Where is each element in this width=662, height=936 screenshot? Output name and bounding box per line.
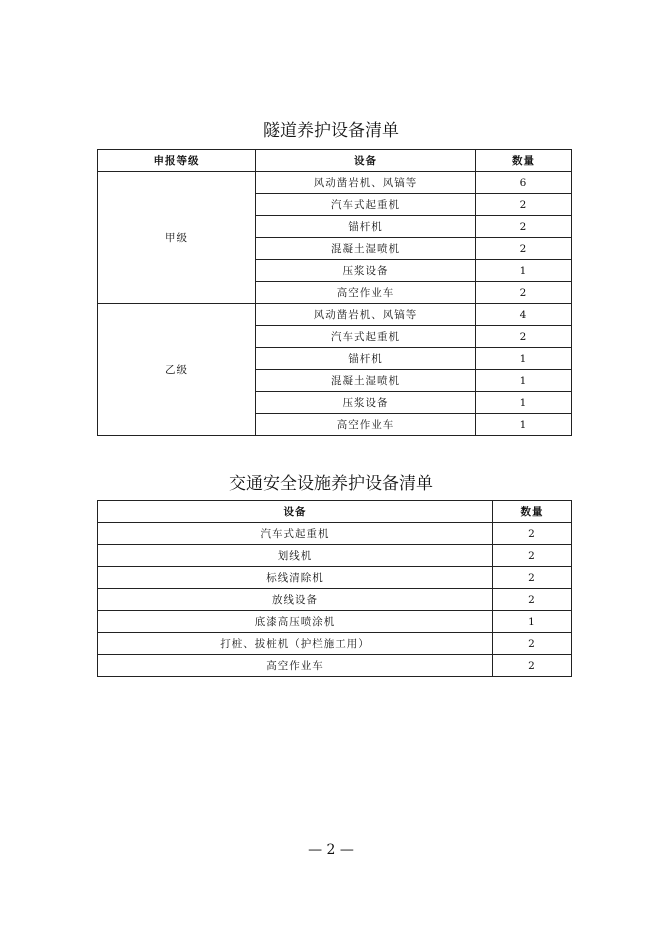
equipment-cell: 风动凿岩机、风镐等 bbox=[256, 172, 476, 194]
quantity-cell: 2 bbox=[476, 326, 572, 348]
quantity-cell: 1 bbox=[476, 260, 572, 282]
equipment-cell: 锚杆机 bbox=[256, 216, 476, 238]
equipment-cell: 放线设备 bbox=[98, 589, 493, 611]
table-row bbox=[98, 545, 572, 567]
tunnel-equipment-title: 隧道养护设备清单 bbox=[263, 121, 399, 141]
quantity-cell: 1 bbox=[476, 370, 572, 392]
quantity-cell: 1 bbox=[493, 611, 572, 633]
quantity-header: 数量 bbox=[493, 501, 572, 523]
equipment-cell: 汽车式起重机 bbox=[256, 326, 476, 348]
equipment-header: 设备 bbox=[98, 501, 493, 523]
quantity-cell: 4 bbox=[476, 304, 572, 326]
equipment-cell: 混凝土湿喷机 bbox=[256, 370, 476, 392]
quantity-cell: 2 bbox=[493, 589, 572, 611]
quantity-cell: 1 bbox=[476, 414, 572, 436]
table-header-row bbox=[98, 150, 572, 172]
equipment-cell: 底漆高压喷涂机 bbox=[98, 611, 493, 633]
equipment-cell: 高空作业车 bbox=[256, 414, 476, 436]
tunnel-equipment-table bbox=[97, 149, 572, 436]
table-row bbox=[98, 172, 572, 194]
equipment-cell: 汽车式起重机 bbox=[256, 194, 476, 216]
traffic-safety-equipment-title: 交通安全设施养护设备清单 bbox=[229, 474, 433, 494]
table-header-row bbox=[98, 501, 572, 523]
grade-header: 申报等级 bbox=[98, 150, 256, 172]
quantity-cell: 2 bbox=[493, 655, 572, 677]
quantity-cell: 1 bbox=[476, 392, 572, 414]
quantity-cell: 2 bbox=[476, 216, 572, 238]
table-row bbox=[98, 567, 572, 589]
equipment-cell: 划线机 bbox=[98, 545, 493, 567]
equipment-cell: 压浆设备 bbox=[256, 260, 476, 282]
quantity-cell: 2 bbox=[493, 523, 572, 545]
quantity-cell: 2 bbox=[476, 194, 572, 216]
table-row bbox=[98, 523, 572, 545]
equipment-header: 设备 bbox=[256, 150, 476, 172]
quantity-cell: 2 bbox=[476, 282, 572, 304]
quantity-cell: 2 bbox=[493, 567, 572, 589]
grade-cell-yi: 乙级 bbox=[98, 304, 256, 436]
quantity-cell: 2 bbox=[493, 545, 572, 567]
equipment-cell: 锚杆机 bbox=[256, 348, 476, 370]
equipment-cell: 混凝土湿喷机 bbox=[256, 238, 476, 260]
equipment-cell: 压浆设备 bbox=[256, 392, 476, 414]
table-row bbox=[98, 589, 572, 611]
traffic-safety-equipment-table bbox=[97, 500, 572, 677]
table-row bbox=[98, 304, 572, 326]
equipment-cell: 高空作业车 bbox=[256, 282, 476, 304]
table-row bbox=[98, 611, 572, 633]
equipment-cell: 高空作业车 bbox=[98, 655, 493, 677]
equipment-cell: 汽车式起重机 bbox=[98, 523, 493, 545]
page-number: — 2 — bbox=[308, 842, 354, 858]
quantity-cell: 1 bbox=[476, 348, 572, 370]
quantity-cell: 2 bbox=[476, 238, 572, 260]
equipment-cell: 标线清除机 bbox=[98, 567, 493, 589]
equipment-cell: 打桩、拔桩机（护栏施工用） bbox=[98, 633, 493, 655]
table-row bbox=[98, 633, 572, 655]
table-row bbox=[98, 655, 572, 677]
quantity-header: 数量 bbox=[476, 150, 572, 172]
equipment-cell: 风动凿岩机、风镐等 bbox=[256, 304, 476, 326]
grade-cell-jia: 甲级 bbox=[98, 172, 256, 304]
quantity-cell: 6 bbox=[476, 172, 572, 194]
quantity-cell: 2 bbox=[493, 633, 572, 655]
